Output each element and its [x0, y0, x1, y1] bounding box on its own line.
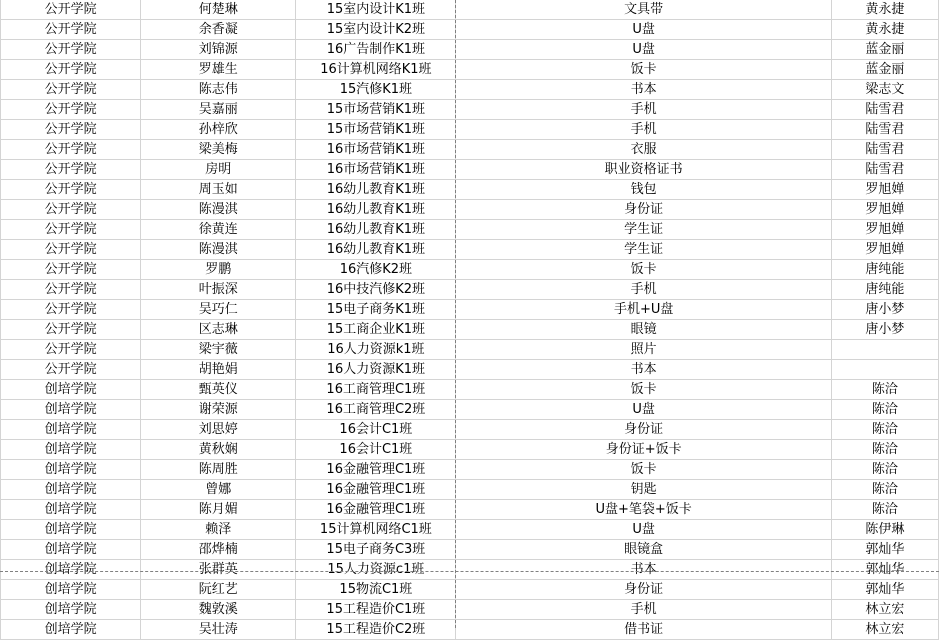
- cell-handler[interactable]: 罗旭婵: [831, 180, 938, 200]
- cell-college[interactable]: 公开学院: [1, 180, 141, 200]
- table-row[interactable]: [1, 40, 939, 60]
- cell-classname[interactable]: 16幼儿教育K1班: [296, 240, 456, 260]
- cell-handler[interactable]: 林立宏: [831, 620, 938, 640]
- cell-name[interactable]: 吴巧仁: [141, 300, 296, 320]
- cell-item[interactable]: 手机: [456, 100, 831, 120]
- cell-classname[interactable]: 15汽修K1班: [296, 80, 456, 100]
- table-row[interactable]: [1, 420, 939, 440]
- cell-name[interactable]: 罗雄生: [141, 60, 296, 80]
- cell-name[interactable]: 周玉如: [141, 180, 296, 200]
- cell-college[interactable]: 公开学院: [1, 120, 141, 140]
- table-row[interactable]: [1, 300, 939, 320]
- cell-item[interactable]: 饭卡: [456, 460, 831, 480]
- cell-name[interactable]: 阮红艺: [141, 580, 296, 600]
- cell-college[interactable]: 公开学院: [1, 240, 141, 260]
- cell-handler[interactable]: 罗旭婵: [831, 240, 938, 260]
- cell-item[interactable]: 身份证+饭卡: [456, 440, 831, 460]
- cell-classname[interactable]: 16会计C1班: [296, 420, 456, 440]
- cell-item[interactable]: 身份证: [456, 420, 831, 440]
- cell-item[interactable]: 文具带: [456, 0, 831, 20]
- cell-classname[interactable]: 16工商管理C2班: [296, 400, 456, 420]
- cell-item[interactable]: 手机: [456, 120, 831, 140]
- cell-handler[interactable]: 林立宏: [831, 600, 938, 620]
- cell-handler[interactable]: 黄永捷: [831, 0, 938, 20]
- cell-college[interactable]: 创培学院: [1, 380, 141, 400]
- cell-handler[interactable]: 郭灿华: [831, 580, 938, 600]
- cell-item[interactable]: 钱包: [456, 180, 831, 200]
- cell-college[interactable]: 公开学院: [1, 280, 141, 300]
- cell-name[interactable]: 余香凝: [141, 20, 296, 40]
- cell-classname[interactable]: 16汽修K2班: [296, 260, 456, 280]
- cell-name[interactable]: 何楚琳: [141, 0, 296, 20]
- cell-handler[interactable]: 陈洽: [831, 500, 938, 520]
- cell-item[interactable]: 书本: [456, 560, 831, 580]
- cell-item[interactable]: 身份证: [456, 580, 831, 600]
- cell-classname[interactable]: 16广告制作K1班: [296, 40, 456, 60]
- table-row[interactable]: [1, 460, 939, 480]
- cell-item[interactable]: 手机: [456, 280, 831, 300]
- cell-item[interactable]: 身份证: [456, 200, 831, 220]
- table-row[interactable]: [1, 320, 939, 340]
- cell-item[interactable]: U盘+笔袋+饭卡: [456, 500, 831, 520]
- cell-college[interactable]: 公开学院: [1, 320, 141, 340]
- table-row[interactable]: [1, 20, 939, 40]
- cell-name[interactable]: 吴嘉丽: [141, 100, 296, 120]
- table-row[interactable]: [1, 440, 939, 460]
- table-row[interactable]: [1, 480, 939, 500]
- cell-item[interactable]: 学生证: [456, 220, 831, 240]
- table-row[interactable]: [1, 500, 939, 520]
- table-row[interactable]: [1, 280, 939, 300]
- table-row[interactable]: [1, 580, 939, 600]
- cell-college[interactable]: 创培学院: [1, 560, 141, 580]
- cell-college[interactable]: 公开学院: [1, 100, 141, 120]
- table-row[interactable]: [1, 260, 939, 280]
- cell-college[interactable]: 创培学院: [1, 400, 141, 420]
- table-row[interactable]: [1, 220, 939, 240]
- cell-college[interactable]: 公开学院: [1, 260, 141, 280]
- cell-college[interactable]: 公开学院: [1, 220, 141, 240]
- cell-item[interactable]: 饭卡: [456, 260, 831, 280]
- cell-name[interactable]: 曾娜: [141, 480, 296, 500]
- cell-handler[interactable]: 黄永捷: [831, 20, 938, 40]
- cell-handler[interactable]: 陈洽: [831, 420, 938, 440]
- cell-classname[interactable]: 16工商管理C1班: [296, 380, 456, 400]
- cell-item[interactable]: U盘: [456, 20, 831, 40]
- cell-handler[interactable]: 陈伊琳: [831, 520, 938, 540]
- cell-classname[interactable]: 16市场营销K1班: [296, 160, 456, 180]
- cell-classname[interactable]: 16计算机网络K1班: [296, 60, 456, 80]
- cell-handler[interactable]: 陈洽: [831, 380, 938, 400]
- cell-name[interactable]: 谢荣源: [141, 400, 296, 420]
- cell-name[interactable]: 陈周胜: [141, 460, 296, 480]
- table-row[interactable]: [1, 80, 939, 100]
- cell-item[interactable]: 借书证: [456, 620, 831, 640]
- cell-name[interactable]: 陈志伟: [141, 80, 296, 100]
- cell-college[interactable]: 公开学院: [1, 40, 141, 60]
- cell-name[interactable]: 刘锦源: [141, 40, 296, 60]
- cell-item[interactable]: 饭卡: [456, 380, 831, 400]
- cell-college[interactable]: 创培学院: [1, 600, 141, 620]
- cell-college[interactable]: 创培学院: [1, 580, 141, 600]
- cell-classname[interactable]: 16金融管理C1班: [296, 500, 456, 520]
- table-row[interactable]: [1, 400, 939, 420]
- cell-classname[interactable]: 15电子商务K1班: [296, 300, 456, 320]
- cell-classname[interactable]: 15工商企业K1班: [296, 320, 456, 340]
- table-row[interactable]: [1, 60, 939, 80]
- cell-classname[interactable]: 16中技汽修K2班: [296, 280, 456, 300]
- table-row[interactable]: [1, 0, 939, 20]
- cell-handler[interactable]: 唐纯能: [831, 260, 938, 280]
- cell-college[interactable]: 公开学院: [1, 140, 141, 160]
- cell-classname[interactable]: 15计算机网络C1班: [296, 520, 456, 540]
- cell-college[interactable]: 公开学院: [1, 340, 141, 360]
- cell-handler[interactable]: 郭灿华: [831, 560, 938, 580]
- cell-handler[interactable]: 陆雪君: [831, 140, 938, 160]
- cell-item[interactable]: U盘: [456, 40, 831, 60]
- cell-name[interactable]: 陈漫淇: [141, 240, 296, 260]
- cell-college[interactable]: 创培学院: [1, 420, 141, 440]
- table-row[interactable]: [1, 520, 939, 540]
- cell-name[interactable]: 罗鹏: [141, 260, 296, 280]
- cell-item[interactable]: 书本: [456, 80, 831, 100]
- cell-name[interactable]: 区志琳: [141, 320, 296, 340]
- cell-name[interactable]: 陈漫淇: [141, 200, 296, 220]
- cell-handler[interactable]: 郭灿华: [831, 540, 938, 560]
- cell-name[interactable]: 黄秋娴: [141, 440, 296, 460]
- table-row[interactable]: [1, 100, 939, 120]
- table-row[interactable]: [1, 240, 939, 260]
- cell-classname[interactable]: 15工程造价C2班: [296, 620, 456, 640]
- table-row[interactable]: [1, 360, 939, 380]
- cell-item[interactable]: 钥匙: [456, 480, 831, 500]
- cell-item[interactable]: 手机: [456, 600, 831, 620]
- cell-item[interactable]: 衣服: [456, 140, 831, 160]
- cell-name[interactable]: 梁美梅: [141, 140, 296, 160]
- cell-classname[interactable]: 15市场营销K1班: [296, 100, 456, 120]
- cell-college[interactable]: 创培学院: [1, 500, 141, 520]
- cell-item[interactable]: 照片: [456, 340, 831, 360]
- cell-name[interactable]: 梁宇薇: [141, 340, 296, 360]
- cell-classname[interactable]: 16幼儿教育K1班: [296, 220, 456, 240]
- cell-name[interactable]: 陈月媚: [141, 500, 296, 520]
- cell-college[interactable]: 公开学院: [1, 360, 141, 380]
- cell-item[interactable]: 职业资格证书: [456, 160, 831, 180]
- cell-item[interactable]: 饭卡: [456, 60, 831, 80]
- table-row[interactable]: [1, 180, 939, 200]
- cell-name[interactable]: 叶振深: [141, 280, 296, 300]
- cell-handler[interactable]: 唐纯能: [831, 280, 938, 300]
- cell-college[interactable]: 创培学院: [1, 440, 141, 460]
- table-row[interactable]: [1, 380, 939, 400]
- cell-college[interactable]: 公开学院: [1, 200, 141, 220]
- cell-college[interactable]: 公开学院: [1, 0, 141, 20]
- cell-handler[interactable]: [831, 360, 938, 380]
- cell-handler[interactable]: 罗旭婵: [831, 220, 938, 240]
- cell-handler[interactable]: 唐小梦: [831, 320, 938, 340]
- cell-item[interactable]: 眼镜: [456, 320, 831, 340]
- cell-name[interactable]: 张群英: [141, 560, 296, 580]
- cell-handler[interactable]: 梁志文: [831, 80, 938, 100]
- cell-name[interactable]: 刘思婷: [141, 420, 296, 440]
- table-row[interactable]: [1, 600, 939, 620]
- cell-classname[interactable]: 16人力资源K1班: [296, 360, 456, 380]
- cell-classname[interactable]: 15室内设计K2班: [296, 20, 456, 40]
- cell-item[interactable]: 眼镜盒: [456, 540, 831, 560]
- table-row[interactable]: [1, 540, 939, 560]
- cell-name[interactable]: 房明: [141, 160, 296, 180]
- cell-college[interactable]: 公开学院: [1, 80, 141, 100]
- cell-classname[interactable]: 16会计C1班: [296, 440, 456, 460]
- cell-handler[interactable]: [831, 340, 938, 360]
- cell-classname[interactable]: 16金融管理C1班: [296, 480, 456, 500]
- cell-item[interactable]: 书本: [456, 360, 831, 380]
- cell-classname[interactable]: 15物流C1班: [296, 580, 456, 600]
- cell-college[interactable]: 创培学院: [1, 480, 141, 500]
- cell-classname[interactable]: 16市场营销K1班: [296, 140, 456, 160]
- cell-college[interactable]: 创培学院: [1, 620, 141, 640]
- cell-college[interactable]: 公开学院: [1, 20, 141, 40]
- cell-item[interactable]: 手机+U盘: [456, 300, 831, 320]
- cell-classname[interactable]: 15市场营销K1班: [296, 120, 456, 140]
- cell-classname[interactable]: 16幼儿教育K1班: [296, 180, 456, 200]
- cell-name[interactable]: 邵烨楠: [141, 540, 296, 560]
- table-row[interactable]: [1, 620, 939, 640]
- cell-college[interactable]: 创培学院: [1, 520, 141, 540]
- cell-item[interactable]: U盘: [456, 400, 831, 420]
- cell-handler[interactable]: 陆雪君: [831, 100, 938, 120]
- cell-classname[interactable]: 15电子商务C3班: [296, 540, 456, 560]
- table-row[interactable]: [1, 160, 939, 180]
- cell-name[interactable]: 胡艳娟: [141, 360, 296, 380]
- cell-college[interactable]: 公开学院: [1, 60, 141, 80]
- cell-handler[interactable]: 陈洽: [831, 480, 938, 500]
- table-row[interactable]: [1, 560, 939, 580]
- cell-handler[interactable]: 陈洽: [831, 460, 938, 480]
- cell-name[interactable]: 魏敦溪: [141, 600, 296, 620]
- cell-name[interactable]: 吴壮涛: [141, 620, 296, 640]
- cell-handler[interactable]: 蓝金丽: [831, 60, 938, 80]
- cell-college[interactable]: 公开学院: [1, 160, 141, 180]
- cell-college[interactable]: 创培学院: [1, 460, 141, 480]
- table-row[interactable]: [1, 140, 939, 160]
- cell-classname[interactable]: 16人力资源k1班: [296, 340, 456, 360]
- cell-classname[interactable]: 16金融管理C1班: [296, 460, 456, 480]
- cell-college[interactable]: 创培学院: [1, 540, 141, 560]
- cell-name[interactable]: 孙梓欣: [141, 120, 296, 140]
- cell-classname[interactable]: 16幼儿教育K1班: [296, 200, 456, 220]
- cell-handler[interactable]: 陆雪君: [831, 120, 938, 140]
- cell-classname[interactable]: 15工程造价C1班: [296, 600, 456, 620]
- cell-handler[interactable]: 罗旭婵: [831, 200, 938, 220]
- table-row[interactable]: [1, 340, 939, 360]
- cell-college[interactable]: 公开学院: [1, 300, 141, 320]
- cell-item[interactable]: U盘: [456, 520, 831, 540]
- table-row[interactable]: [1, 120, 939, 140]
- cell-handler[interactable]: 唐小梦: [831, 300, 938, 320]
- cell-name[interactable]: 甄英仪: [141, 380, 296, 400]
- cell-classname[interactable]: 15室内设计K1班: [296, 0, 456, 20]
- table-row[interactable]: [1, 200, 939, 220]
- cell-handler[interactable]: 陈洽: [831, 440, 938, 460]
- cell-handler[interactable]: 蓝金丽: [831, 40, 938, 60]
- cell-classname[interactable]: 15人力资源c1班: [296, 560, 456, 580]
- cell-handler[interactable]: 陆雪君: [831, 160, 938, 180]
- cell-name[interactable]: 赖泽: [141, 520, 296, 540]
- cell-handler[interactable]: 陈洽: [831, 400, 938, 420]
- cell-name[interactable]: 徐黄连: [141, 220, 296, 240]
- cell-item[interactable]: 学生证: [456, 240, 831, 260]
